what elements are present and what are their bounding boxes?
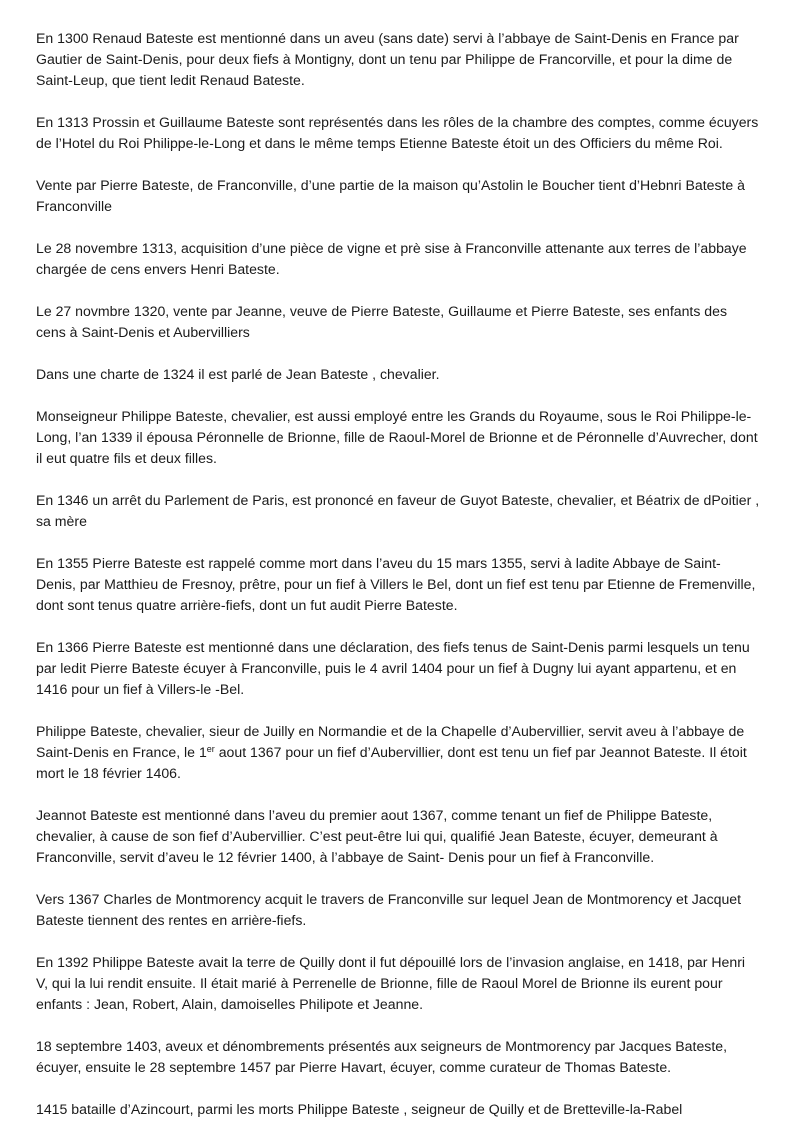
paragraph-1367-charles: Vers 1367 Charles de Montmorency acquit le travers de Franconville sur lequel Jean de Montmorency et Jacquet Bateste tiennent des rentes en arrière-fiefs. — [36, 891, 742, 928]
paragraph-1366-pierre: En 1366 Pierre Bateste est mentionné dans une déclaration, des fiefs tenus de Saint-Denis parmi lesquels un tenu par ledit Pierre Bateste écuyer à Franconville, puis le 4 avril 1404 pour un fief à Dugny lui ayant appartenu, et en 1416 pour un fief à Villers-le -Bel. — [36, 639, 750, 697]
paragraph-1392-philippe: En 1392 Philippe Bateste avait la terre de Quilly dont il fut dépouillé lors de l’invasion anglaise, en 1418, par Henri V, qui la lui rendit ensuite. Il était marié à Perrenelle de Brionne, fille de Raoul Morel de Brionne ils eurent pour enfants : Jean, Robert, Alain, damoiselles Philipote et Jeanne. — [36, 954, 746, 1012]
paragraph-1415-azincourt: 1415 bataille d’Azincourt, parmi les morts Philippe Bateste , seigneur de Quilly et de Bretteville-la-Rabel — [36, 1101, 683, 1117]
paragraph-philippe-1339: Monseigneur Philippe Bateste, chevalier, est aussi employé entre les Grands du Royaume, sous le Roi Philippe-le-Long, l’an 1339 il épousa Péronnelle de Brionne, fille de Raoul-Morel de Brionne et de Péronnelle d’Auvrecher, dont il eut quatre fils et deux filles. — [36, 408, 758, 466]
paragraph-jeannot: Jeannot Bateste est mentionné dans l’aveu du premier aout 1367, comme tenant un fief de Philippe Bateste, chevalier, à cause de son fief d’Aubervillier. C’est peut-être lui qui, qualifié Jean Bateste, écuyer, demeurant à Franconville, servit d’aveu le 12 février 1400, à l’abbaye de Saint- Denis pour un fief à Franconville. — [36, 807, 718, 865]
paragraph-vente-pierre: Vente par Pierre Bateste, de Franconville, d’une partie de la maison qu’Astolin le Boucher tient d’Hebnri Bateste à Franconville — [36, 177, 746, 214]
paragraph-text-before: Philippe Bateste, chevalier, sieur de Juilly en Normandie et de la Chapelle d’Aubervillier, servit aveu à l’abbaye de Saint-Denis en France, le 1 — [36, 723, 745, 760]
paragraph-1346-arret: En 1346 un arrêt du Parlement de Paris, est prononcé en faveur de Guyot Bateste, chevalier, et Béatrix de dPoitier , sa mère — [36, 492, 760, 529]
paragraph-1324-charte: Dans une charte de 1324 il est parlé de Jean Bateste , chevalier. — [36, 366, 440, 382]
paragraph-text-after: aout 1367 pour un fief d’Aubervillier, dont est tenu un fief par Jeannot Bateste. Il étoit mort le 18 février 1406. — [36, 744, 747, 781]
paragraph-1313-prossin-guillaume: En 1313 Prossin et Guillaume Bateste sont représentés dans les rôles de la chambre des comptes, comme écuyers de l’Hotel du Roi Philippe-le-Long et dans le même temps Etienne Bateste étoit un des Officiers du même Roi. — [36, 114, 759, 151]
paragraph-1355-pierre: En 1355 Pierre Bateste est rappelé comme mort dans l’aveu du 15 mars 1355, servi à ladite Abbaye de Saint-Denis, par Matthieu de Fresnoy, prêtre, pour un fief à Villers le Bel, dont un fief est tenu par Etienne de Fremenville, dont sont tenus quatre arrière-fiefs, dont un fut audit Pierre Bateste. — [36, 555, 756, 613]
paragraph-1313-acquisition: Le 28 novembre 1313, acquisition d’une pièce de vigne et prè sise à Franconville attenante aux terres de l’abbaye chargée de cens envers Henri Bateste. — [36, 240, 747, 277]
document-page — [36, 28, 760, 1141]
paragraph-1403-aveux: 18 septembre 1403, aveux et dénombrements présentés aux seigneurs de Montmorency par Jacques Bateste, écuyer, ensuite le 28 septembre 1457 par Pierre Havart, écuyer, comme curateur de Thomas Bateste. — [36, 1038, 727, 1075]
ordinal-superscript: er — [206, 744, 215, 754]
paragraph-1320-vente-jeanne: Le 27 novmbre 1320, vente par Jeanne, veuve de Pierre Bateste, Guillaume et Pierre Bateste, ses enfants des cens à Saint-Denis et Aubervilliers — [36, 303, 728, 340]
paragraph-philippe-juilly — [36, 721, 760, 784]
paragraph-1300-renaud: En 1300 Renaud Bateste est mentionné dans un aveu (sans date) servi à l’abbaye de Saint-Denis en France par Gautier de Saint-Denis, pour deux fiefs à Montigny, dont un tenu par Philippe de Francorville, et pour la dime de Saint-Leup, que tient ledit Renaud Bateste. — [36, 30, 739, 88]
